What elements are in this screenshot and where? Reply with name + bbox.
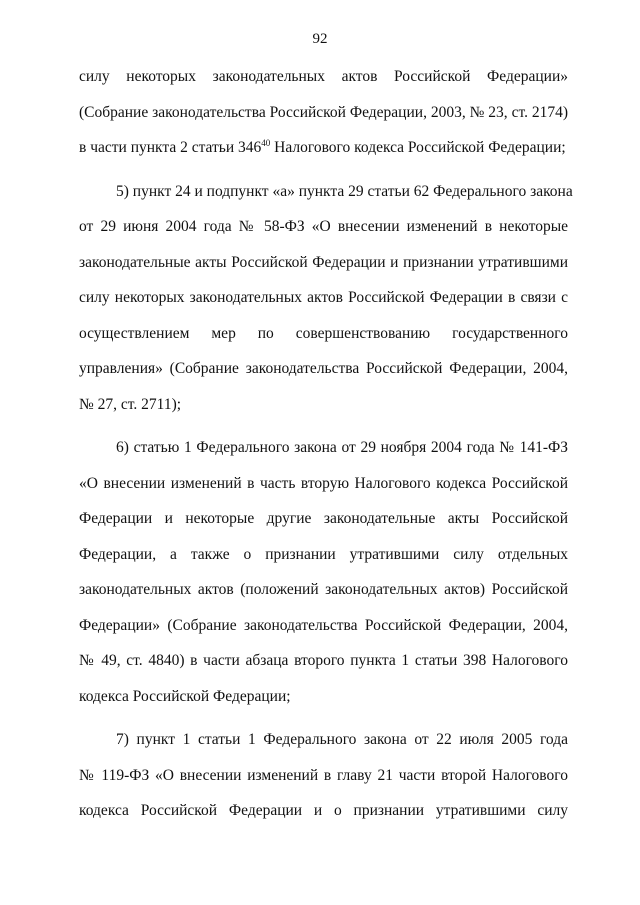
text-line: 5) пункт 24 и подпункт «а» пункта 29 статьи 62 Федерального закона	[116, 182, 573, 200]
text-line: 7) пункт 1 статьи 1 Федерального закона от 22 июля 2005 года	[116, 731, 568, 748]
text-line: от 29 июня 2004 года № 58-ФЗ «О внесении изменений в некоторые	[79, 218, 568, 235]
text-fragment: Налогового кодекса Российской Федерации;	[270, 139, 566, 156]
text-line: «О внесении изменений в часть вторую Налогового кодекса Российской	[79, 474, 568, 492]
paragraph-gap	[79, 171, 568, 179]
text-line	[79, 135, 568, 171]
text-line: Федерации» (Собрание законодательства Российской Федерации, 2004,	[79, 616, 568, 634]
superscript: 40	[261, 138, 271, 148]
text-line: силу некоторых законодательных актов Российской Федерации в связи с	[79, 289, 568, 306]
text-line: законодательные акты Российской Федерации и признании утратившими	[79, 253, 568, 271]
paragraph-gap	[79, 719, 568, 727]
page-number: 92	[312, 31, 328, 47]
text-line: Федерации, а также о признании утратившими силу отдельных	[79, 545, 568, 563]
text-fragment: в части пункта 2 статьи 346	[79, 139, 262, 156]
document-body	[79, 64, 573, 834]
text-line: кодекса Российской Федерации;	[79, 687, 291, 705]
text-line: (Собрание законодательства Российской Федерации, 2003, № 23, ст. 2174)	[79, 103, 568, 121]
text-line: законодательных актов (положений законодательных актов) Российской	[79, 581, 568, 598]
text-line: № 27, ст. 2711);	[79, 395, 182, 413]
text-line: кодекса Российской Федерации и о признании утратившими силу	[79, 802, 568, 819]
paragraph-gap	[79, 427, 568, 435]
text-line: осуществлением мер по совершенствованию государственного	[79, 324, 568, 342]
text-line: 6) статью 1 Федерального закона от 29 ноября 2004 года № 141-ФЗ	[116, 439, 568, 456]
text-line: управления» (Собрание законодательства Российской Федерации, 2004,	[79, 360, 568, 377]
text-line: Федерации и некоторые другие законодательные акты Российской	[79, 510, 568, 527]
text-line: № 49, ст. 4840) в части абзаца второго пункта 1 статьи 398 Налогового	[79, 652, 568, 669]
text-line: силу некоторых законодательных актов Российской Федерации»	[79, 68, 568, 85]
text-line: № 119-ФЗ «О внесении изменений в главу 21 части второй Налогового	[79, 766, 568, 784]
